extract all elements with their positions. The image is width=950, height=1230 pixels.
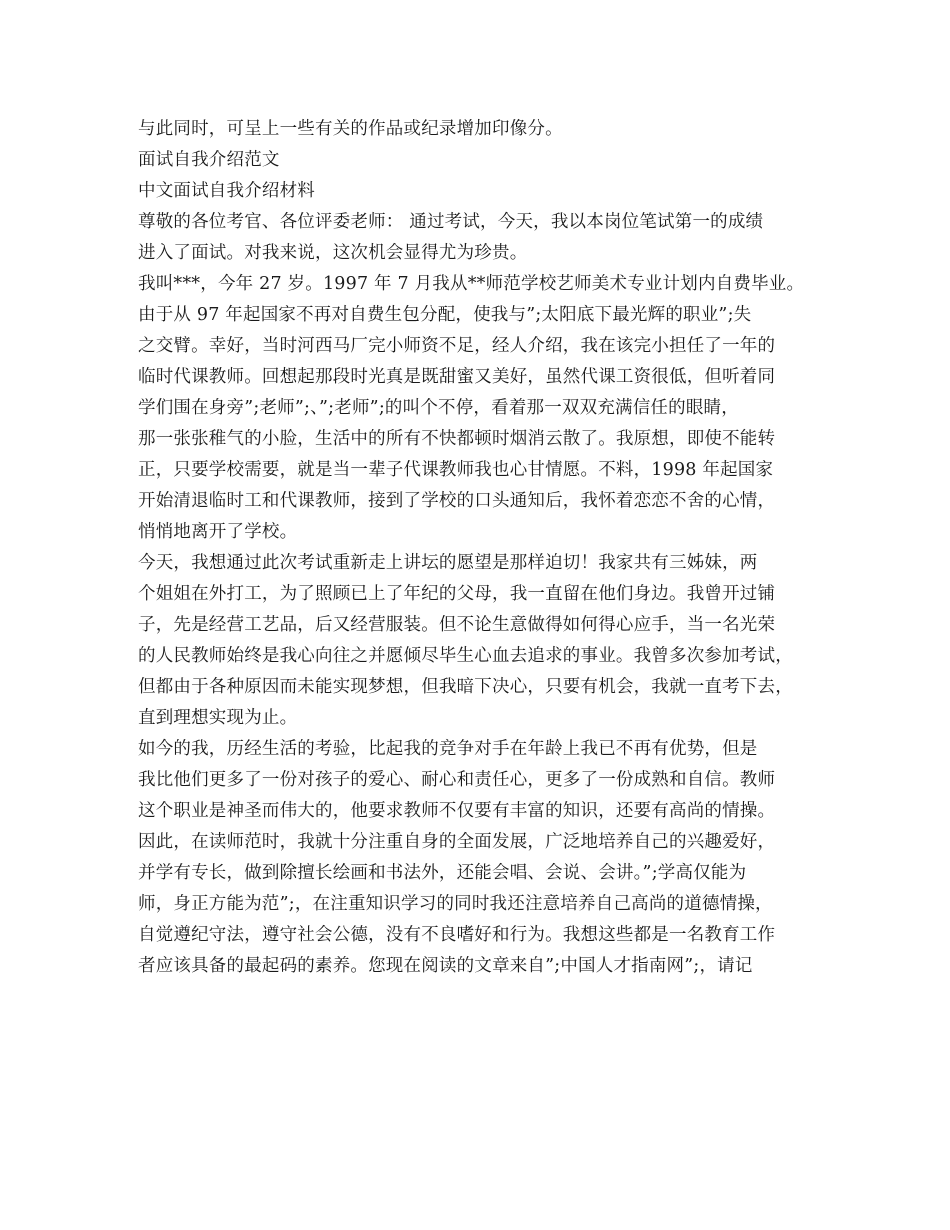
section-heading: 面试自我介绍范文 [138,150,280,170]
text-line: 学们围在身旁”;老师”;、”;老师”;的叫个不停，看着那一双双充满信任的眼睛， [138,398,739,418]
text-line: 与此同时，可呈上一些有关的作品或纪录增加印像分。 [138,119,563,139]
text-line: 临时代课教师。回想起那段时光真是既甜蜜又美好，虽然代课工资很低，但听着同 [138,367,776,387]
text-line: 进入了面试。对我来说，这次机会显得尤为珍贵。 [138,243,528,263]
text-line: 之交臂。幸好，当时河西马厂完小师资不足，经人介绍，我在该完小担任了一年的 [138,336,776,356]
section-heading: 中文面试自我介绍材料 [138,181,315,201]
text-line: 个姐姐在外打工，为了照顾已上了年纪的父母，我一直留在他们身边。我曾开过铺 [138,584,776,604]
text-line: 但都由于各种原因而未能实现梦想，但我暗下决心，只要有机会，我就一直考下去， [138,677,793,697]
text-line: 子，先是经营工艺品，后又经营服装。但不论生意做得如何得心应手，当一名光荣 [138,615,776,635]
text-line: 直到理想实现为止。 [138,708,298,728]
text-line: 悄悄地离开了学校。 [138,522,298,542]
document-body [138,114,828,982]
text-line: 者应该具备的最起码的素养。您现在阅读的文章来自”;中国人才指南网”;，请记 [138,956,753,976]
text-line: 我叫***，今年 27 岁。1997 年 7 月我从**师范学校艺师美术专业计划内自费毕业。 [138,274,805,294]
text-line: 今天，我想通过此次考试重新走上讲坛的愿望是那样迫切！我家共有三姊妹，两 [138,553,758,573]
text-line: 因此，在读师范时，我就十分注重自身的全面发展，广泛地培养自己的兴趣爱好， [138,832,776,852]
text-line: 的人民教师始终是我心向往之并愿倾尽毕生心血去追求的事业。我曾多次参加考试， [138,646,793,666]
text-line: 我比他们更多了一份对孩子的爱心、耐心和责任心，更多了一份成熟和自信。教师 [138,770,776,790]
text-line: 那一张张稚气的小脸，生活中的所有不快都顿时烟消云散了。我原想，即使不能转 [138,429,776,449]
text-line: 尊敬的各位考官、各位评委老师： 通过考试，今天，我以本岗位笔试第一的成绩 [138,212,764,232]
text-line: 这个职业是神圣而伟大的，他要求教师不仅要有丰富的知识，还要有高尚的情操。 [138,801,776,821]
text-line: 由于从 97 年起国家不再对自费生包分配，使我与”;太阳底下最光辉的职业”;失 [138,305,752,325]
text-line: 如今的我，历经生活的考验，比起我的竞争对手在年龄上我已不再有优势，但是 [138,739,758,759]
text-line: 师，身正方能为范”;，在注重知识学习的同时我还注意培养自己高尚的道德情操， [138,894,773,914]
text-line: 开始清退临时工和代课教师，接到了学校的口头通知后，我怀着恋恋不舍的心情， [138,491,776,511]
text-line: 自觉遵纪守法，遵守社会公德，没有不良嗜好和行为。我想这些都是一名教育工作 [138,925,776,945]
text-line: 并学有专长，做到除擅长绘画和书法外，还能会唱、会说、会讲。”;学高仅能为 [138,863,747,883]
text-line: 正，只要学校需要，就是当一辈子代课教师我也心甘情愿。不料，1998 年起国家 [138,460,774,480]
